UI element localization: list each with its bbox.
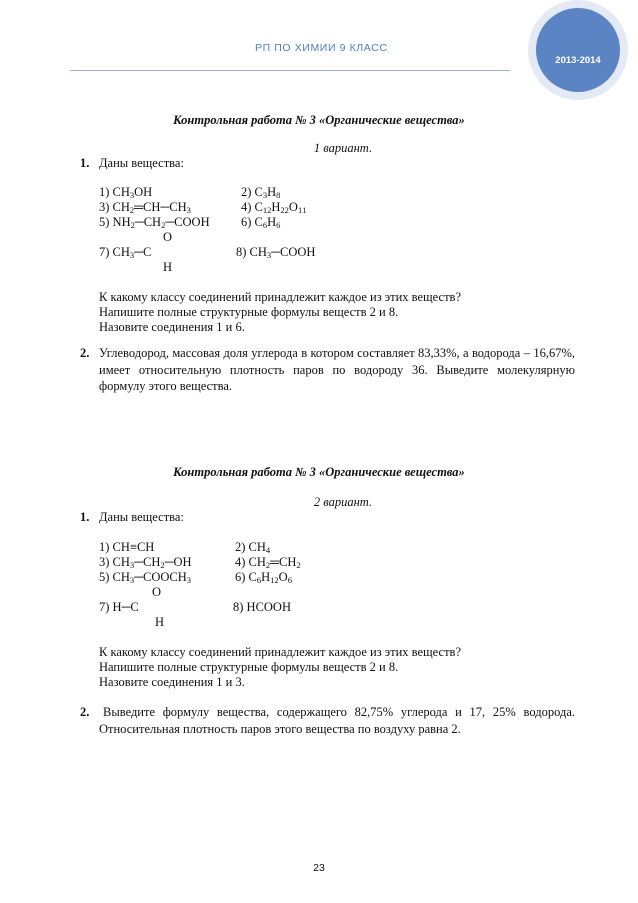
v1-substance-4: 4) $C_{12}H_{22}O_{11}$ [241,200,307,215]
v2-q2-text: Выведите формулу вещества, содержащего 82,75% углерода и 17, 25% водорода. Относительная плотность паров этого вещества по воздуху равна 2. [99,705,575,736]
v2-q1-intro: Даны вещества: [99,510,184,524]
v2-substance-8: 8) HCOOH [233,600,291,614]
v1-substance-6: 6) $C_6H_6$ [241,215,281,230]
v2-substance-2: 2) $CH_4$ [235,540,271,555]
v2-substance-7: 7) H─C [99,600,139,614]
v1-q2-number: 2. [80,346,90,360]
v1-q1-task-1: К какому классу соединений принадлежит каждое из этих веществ? [99,290,462,304]
variant2-title: Контрольная работа № 3 «Органические вещества» [173,465,465,479]
v1-substance-7-hydrogen: H [163,260,173,274]
v2-substance-4: 4) $CH_2═CH_2$ [235,555,301,570]
v1-substance-7: 7) $CH_3─C$ [99,245,152,260]
v1-q2-text: Углеводород, массовая доля углерода в котором составляет 83,33%, а водорода – 16,67%, имеет относительную плотность паров по водороду 36. Выведите молекулярную формулу этого вещества. [99,346,575,393]
v1-substance-7-oxygen: O [163,230,173,244]
v2-substance-7-oxygen: O [152,585,162,599]
v2-q1-number: 1. [80,510,90,524]
variant2-label: 2 вариант. [313,495,373,509]
v2-substance-6: 6) $C_6H_{12}O_6$ [235,570,292,585]
variant1-label: 1 вариант. [313,141,373,155]
running-header: РП ПО ХИМИИ 9 КЛАСС [255,42,388,54]
header-rule [70,70,510,71]
v1-substance-5: 5) $NH_2─CH_2─COOH$ [99,215,210,230]
v2-q1-task-2: Напишите полные структурные формулы веществ 2 и 8. [99,660,399,674]
v1-q1-number: 1. [80,156,90,170]
v1-q1-task-3: Назовите соединения 1 и 6. [99,320,245,334]
v2-q2-number: 2. [80,705,90,719]
v1-substance-1: 1) $CH_3OH$ [99,185,153,200]
year-label: 2013-2014 [555,55,601,66]
v1-substance-2: 2) $C_3H_8$ [241,185,281,200]
page-number: 23 [313,862,325,874]
v1-substance-8: 8) $CH_3─COOH$ [236,245,316,260]
v1-substance-3: 3) $CH_2═CH─CH_3$ [99,200,191,215]
v2-substance-7-hydrogen: H [155,615,165,629]
v1-q1-intro: Даны вещества: [99,156,184,170]
v2-substance-5: 5) $CH_3─COOCH_3$ [99,570,192,585]
v2-q1-task-1: К какому классу соединений принадлежит каждое из этих веществ? [99,645,462,659]
v2-q1-task-3: Назовите соединения 1 и 3. [99,675,245,689]
v2-substance-3: 3) $CH_3─CH_2─OH$ [99,555,192,570]
v1-q1-task-2: Напишите полные структурные формулы веществ 2 и 8. [99,305,399,319]
variant1-title: Контрольная работа № 3 «Органические вещества» [173,113,465,127]
v2-substance-1: 1) CH≡CH [99,540,155,554]
